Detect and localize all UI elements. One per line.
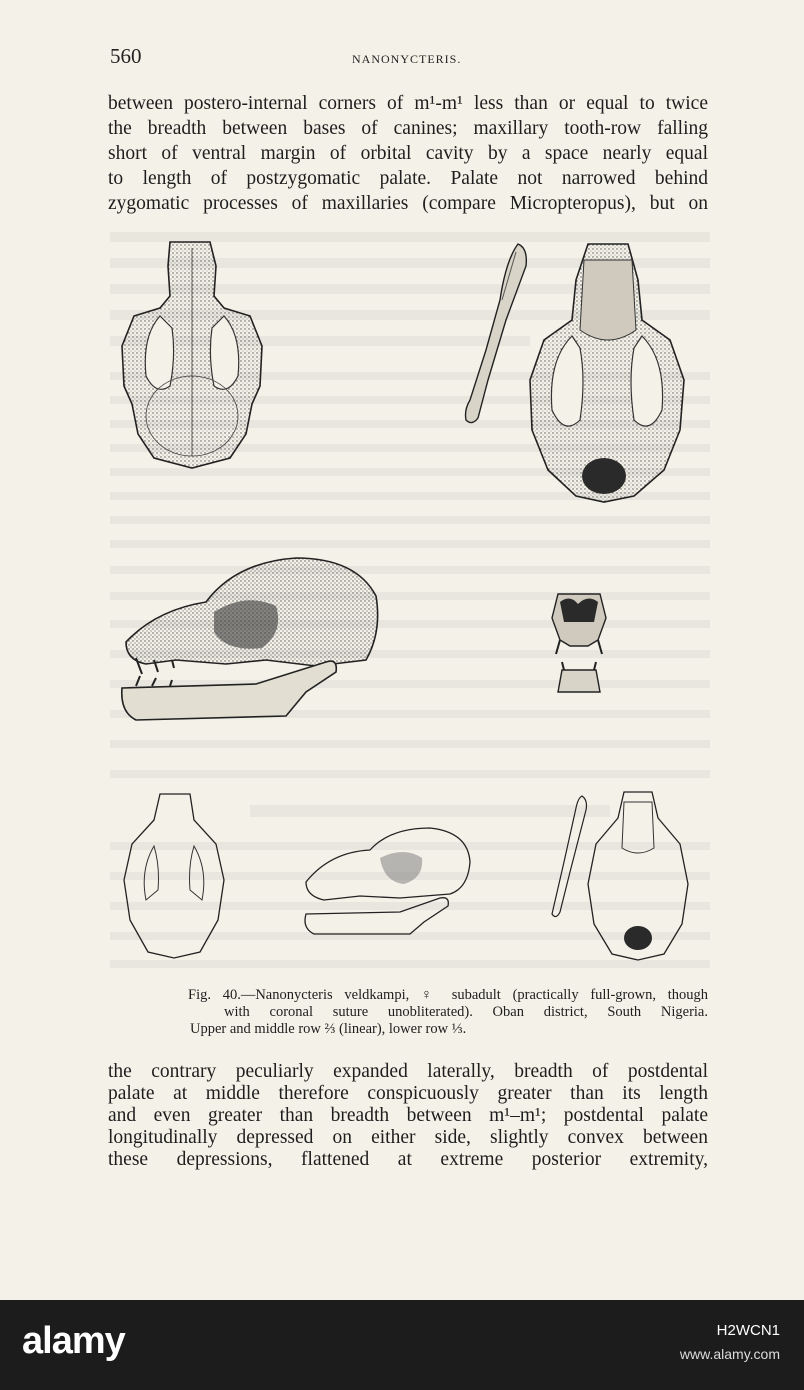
body-line: the breadth between bases of canines; maxillary tooth-row falling bbox=[108, 118, 708, 139]
body-line: to length of postzygomatic palate. Palate not narrowed behind bbox=[108, 168, 708, 189]
figure-caption-line: with coronal suture unobliterated). Oban district, South Nigeria. bbox=[224, 1004, 708, 1020]
skull-dorsal-outline-illustration bbox=[118, 790, 230, 962]
skull-ventral-view-illustration bbox=[524, 240, 690, 504]
image-id: H2WCN1 bbox=[716, 1322, 780, 1339]
body-line: short of ventral margin of orbital cavity by a space nearly equal bbox=[108, 143, 708, 164]
figure-caption-line: Fig. 40.—Nanonycteris veldkampi, ♀ subadult (practically full-grown, though bbox=[188, 987, 708, 1003]
body-line: and even greater than breadth between m¹–m¹; postdental palate bbox=[108, 1105, 708, 1126]
skull-lateral-outline-illustration bbox=[300, 822, 476, 936]
body-line: palate at middle therefore conspicuously greater than its length bbox=[108, 1083, 708, 1104]
skull-front-view-illustration bbox=[548, 588, 610, 708]
figure-caption-line: Upper and middle row ⅔ (linear), lower row ⅓. bbox=[190, 1021, 467, 1037]
body-line: longitudinally depressed on either side, slightly convex between bbox=[108, 1127, 708, 1148]
body-line: these depressions, flattened at extreme posterior extremity, bbox=[108, 1149, 708, 1170]
alamy-logo: alamy bbox=[22, 1320, 125, 1362]
watermark-url: www.alamy.com bbox=[679, 1346, 780, 1362]
skull-ventral-outline-illustration bbox=[584, 788, 692, 964]
running-head: NANONYCTERIS. bbox=[352, 52, 462, 66]
body-line: the contrary peculiarly expanded laterally, breadth of postdental bbox=[108, 1061, 708, 1082]
page-number: 560 bbox=[110, 44, 142, 68]
skull-dorsal-view-illustration bbox=[112, 236, 272, 472]
skull-lateral-view-illustration bbox=[116, 552, 384, 726]
body-line: between postero-internal corners of m¹-m¹ less than or equal to twice bbox=[108, 93, 708, 114]
body-line: zygomatic processes of maxillaries (compare Micropteropus), but on bbox=[108, 193, 708, 214]
